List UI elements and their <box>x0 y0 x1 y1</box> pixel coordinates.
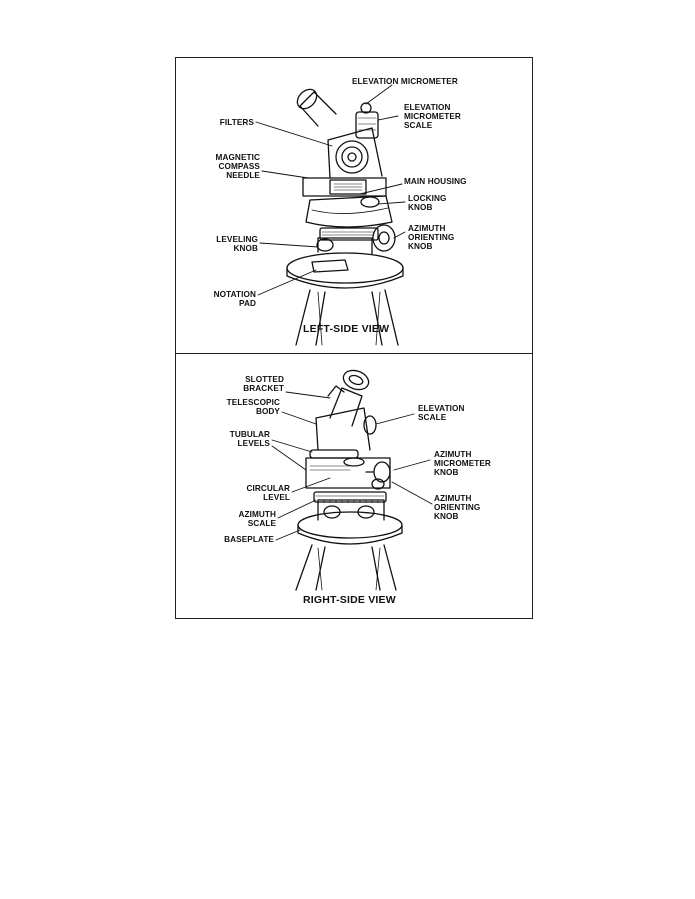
label-filters: FILTERS <box>219 118 254 127</box>
left-instrument-drawing <box>287 86 403 345</box>
label-azimuth-scale: AZIMUTH SCALE <box>238 510 276 528</box>
label-elevation-micrometer-scale: ELEVATION MICROMETER SCALE <box>404 103 461 130</box>
label-telescopic-body: TELESCOPIC BODY <box>226 398 280 416</box>
right-instrument-drawing <box>296 367 402 590</box>
label-circular-level: CIRCULAR LEVEL <box>246 484 290 502</box>
label-azimuth-micrometer-knob: AZIMUTH MICROMETER KNOB <box>434 450 491 477</box>
caption-right-side-view: RIGHT-SIDE VIEW <box>303 594 396 606</box>
label-baseplate: BASEPLATE <box>224 535 274 544</box>
label-main-housing: MAIN HOUSING <box>404 177 467 186</box>
label-leveling-knob: LEVELING KNOB <box>216 235 258 253</box>
caption-left-side-view: LEFT-SIDE VIEW <box>303 323 390 335</box>
label-azimuth-orienting-knob-right: AZIMUTH ORIENTING KNOB <box>434 494 481 521</box>
label-notation-pad: NOTATION PAD <box>213 290 256 308</box>
label-slotted-bracket: SLOTTED BRACKET <box>243 375 284 393</box>
label-locking-knob: LOCKING KNOB <box>408 194 447 212</box>
label-azimuth-orienting-knob-left: AZIMUTH ORIENTING KNOB <box>408 224 455 251</box>
label-tubular-levels: TUBULAR LEVELS <box>229 430 270 448</box>
label-magnetic-compass-needle: MAGNETIC COMPASS NEEDLE <box>215 153 260 180</box>
label-elevation-micrometer: ELEVATION MICROMETER <box>352 77 458 86</box>
label-elevation-scale: ELEVATION SCALE <box>418 404 465 422</box>
